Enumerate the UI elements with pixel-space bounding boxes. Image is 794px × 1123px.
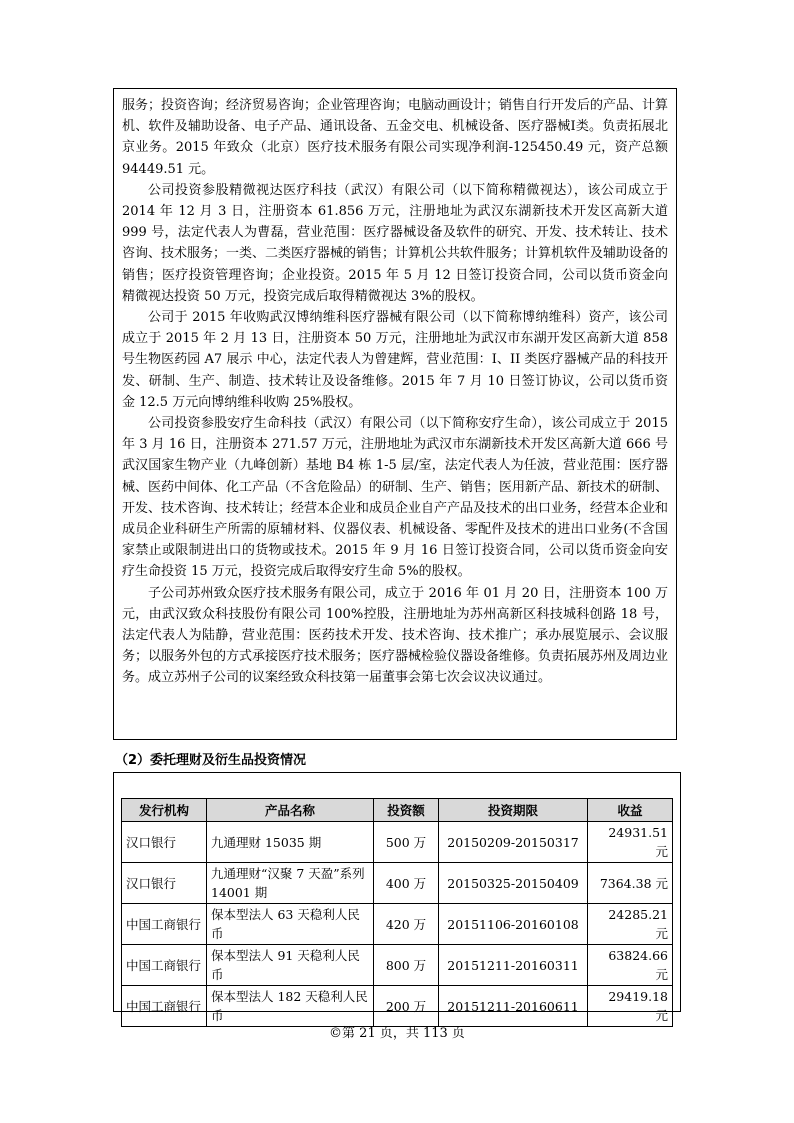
- section-title-investment: （2）委托理财及衍生品投资情况: [115, 753, 307, 768]
- paragraph-4: 公司投资参股安疗生命科技（武汉）有限公司（以下简称安疗生命），该公司成立于 2015 年 3 月 16 日，注册资本 271.57 万元，注册地址为武汉市东湖新技术开发区高新大道 666 号武汉国家生物产业（九峰创新）基地 B4 栋 1-5 层/室，法定代表人为任波，营业范围：医疗器械、医药中间体、化工产品（不含危险品）的研制、生产、销售；医用新产品、新技术的研制、开发、技术咨询、技术转让；经营本企业和成员企业自产产品及技术的出口业务，经营本企业和成员企业科研生产所需的原辅材料、仪器仪表、机械设备、零配件及技术的进出口业务(不含国家禁止或限制进出口的货物或技术。2015 年 9 月 16 日签订投资合同，公司以货币资金向安疗生命投资 15 万元，投资完成后取得安疗生命 5%的股权。: [122, 416, 669, 580]
- paragraph-3: 公司于 2015 年收购武汉博纳维科医疗器械有限公司（以下简称博纳维科）资产，该公司成立于 2015 年 2 月 13 日，注册资本 50 万元，注册地址为武汉市东湖开发区高新大道 858 号生物医药园 A7 展示 中心，法定代表人为曾建辉，营业范围：I、II 类医疗器械产品的科技开发、研制、生产、制造、技术转让及设备维修。2015 年 7 月 10 日签订协议，公司以货币资金 12.5 万元向博纳维科收购 25%股权。: [122, 310, 668, 410]
- paragraph-2: 公司投资参股精微视达医疗科技（武汉）有限公司（以下简称精微视达），该公司成立于 2014 年 12 月 3 日，注册资本 61.856 万元，注册地址为武汉东湖新技术开发区高新大道 999 号，法定代表人为曹磊，营业范围：医疗器械设备及软件的研究、开发、技术转让、技术咨询、技术服务；一类、二类医疗器械的销售；计算机公共软件服务；计算机软件及辅助设备的销售；医疗投资管理咨询；企业投资。2015 年 5 月 12 日签订投资合同，公司以货币资金向精微视达投资 50 万元，投资完成后取得精微视达 3%的股权。: [122, 182, 669, 304]
- cell-term: 20150209-20150317: [439, 822, 588, 863]
- table-row: [122, 863, 673, 904]
- cell-issuer: 汉口银行: [122, 822, 207, 863]
- cell-term: 20150325-20150409: [439, 863, 588, 904]
- cell-product: 保本型法人 91 天稳利人民币: [207, 945, 374, 986]
- cell-product: 九通理财“汉聚 7 天盈”系列 14001 期: [207, 863, 374, 904]
- header-term: 投资期限: [439, 799, 588, 822]
- cell-return: 24931.51 元: [588, 822, 673, 863]
- cell-issuer: 汉口银行: [122, 863, 207, 904]
- table-header-row: [122, 799, 673, 822]
- cell-amount: 500 万: [374, 822, 439, 863]
- cell-term: 20151211-20160311: [439, 945, 588, 986]
- header-product: 产品名称: [207, 799, 374, 822]
- paragraph-5: 子公司苏州致众医疗技术服务有限公司，成立于 2016 年 01 月 20 日，注册资本 100 万元，由武汉致众科技股份有限公司 100%控股，注册地址为苏州高新区科技城科创路 18 号，法定代表人为陆静，营业范围：医药技术开发、技术咨询、技术推广；承办展览展示、会议服务；以服务外包的方式承接医疗技术服务；医疗器械检验仪器设备维修。负责拓展苏州及周边业务。成立苏州子公司的议案经致众科技第一届董事会第七次会议决议通过。: [122, 585, 669, 686]
- header-return: 收益: [588, 799, 673, 822]
- cell-amount: 420 万: [374, 904, 439, 945]
- cell-term: 20151106-20160108: [439, 904, 588, 945]
- cell-return: 7364.38 元: [588, 863, 673, 904]
- table-row: [122, 904, 673, 945]
- cell-return: 29419.18 元: [588, 986, 673, 1027]
- cell-issuer: 中国工商银行: [122, 986, 207, 1027]
- cell-amount: 200 万: [374, 986, 439, 1027]
- investment-table: [121, 798, 673, 1027]
- cell-amount: 400 万: [374, 863, 439, 904]
- company-description-box: [113, 88, 677, 740]
- cell-issuer: 中国工商银行: [122, 904, 207, 945]
- table-row: [122, 986, 673, 1027]
- cell-issuer: 中国工商银行: [122, 945, 207, 986]
- paragraph-1: 服务；投资咨询；经济贸易咨询；企业管理咨询；电脑动画设计；销售自行开发后的产品、计算机、软件及辅助设备、电子产品、通讯设备、五金交电、机械设备、医疗器械Ⅰ类。负责拓展北京业务。2015 年致众（北京）医疗技术服务有限公司实现净利润-125450.49 元，资产总额 94449.51 元。: [122, 98, 669, 177]
- page-footer: ©第 21 页，共 113 页: [329, 1026, 465, 1041]
- cell-product: 保本型法人 182 天稳利人民币: [207, 986, 374, 1027]
- investment-table-box: [113, 772, 681, 1023]
- cell-product: 保本型法人 63 天稳利人民币: [207, 904, 374, 945]
- cell-amount: 800 万: [374, 945, 439, 986]
- cell-term: 20151211-20160611: [439, 986, 588, 1027]
- header-amount: 投资额: [374, 799, 439, 822]
- table-row: [122, 822, 673, 863]
- table-row: [122, 945, 673, 986]
- cell-return: 63824.66 元: [588, 945, 673, 986]
- header-issuer: 发行机构: [122, 799, 207, 822]
- cell-product: 九通理财 15035 期: [207, 822, 374, 863]
- cell-return: 24285.21 元: [588, 904, 673, 945]
